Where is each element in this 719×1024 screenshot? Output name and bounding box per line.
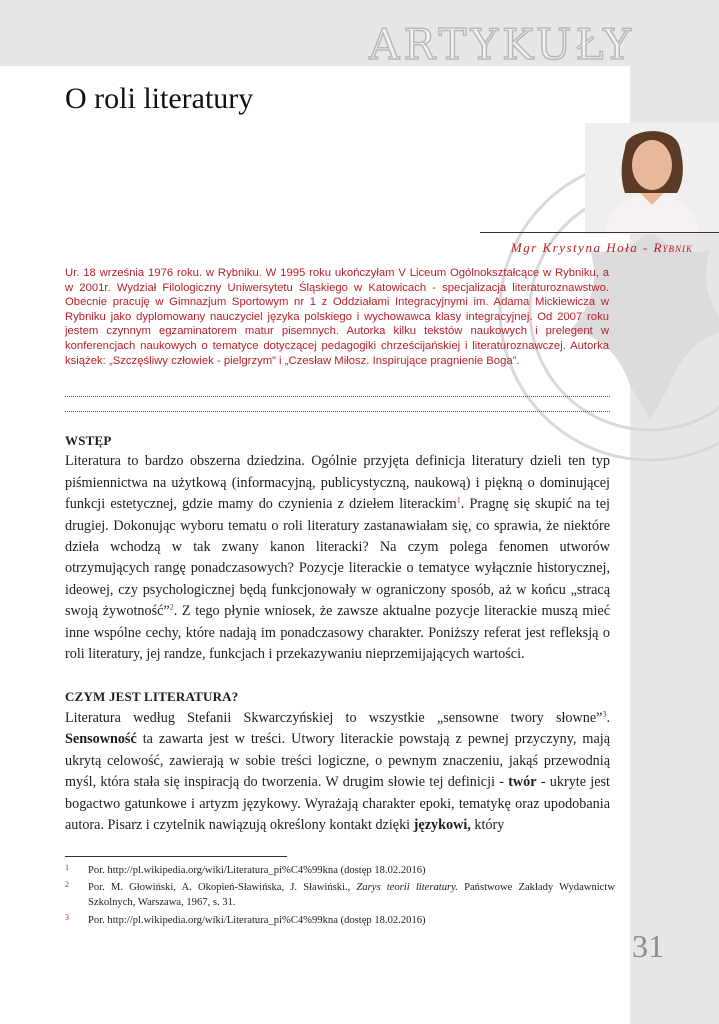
page-number: 31 xyxy=(632,928,664,964)
footnote-number: 1 xyxy=(65,863,69,872)
author-byline xyxy=(511,240,693,256)
author-name: Mgr Krystyna Hoła xyxy=(510,240,639,255)
footnote-ref: 2 xyxy=(169,602,174,612)
footnote-number: 2 xyxy=(65,880,69,889)
footnote-ref: 3 xyxy=(602,709,607,719)
footnote xyxy=(65,864,615,879)
page-title: O roli literatury xyxy=(65,82,254,115)
footnote-ref: 1 xyxy=(456,495,461,505)
author-rule xyxy=(480,232,719,233)
literature-paragraph: Literatura według Stefanii Skwarczyńskiej to wszystkie „sensowne twory słowne”$^3$. Sensowność ta zawarta jest w treści. Utwory literackie powstają z pewnej przyczyny, mają ukrytą celowość, zawierają w sobie treści logiczne, o pewnym znaczeniu, jakąś przewodnią myśl, która stała się inspiracją do tworzenia. W drugim słowie tej definicji - twór - ukryte jest bogactwo gatunkowe i artyzm językowy. Wyrażają charakter epoki, tematykę oraz upodobania autora. Pisarz i czytelnik nawiązują określony kontakt dzięki językowi, który xyxy=(65,709,610,833)
footnote-text: Por. http://pl.wikipedia.org/wiki/Literatura_pi%C4%99kna (dostęp 18.02.2016) xyxy=(88,915,426,926)
footnote-rule xyxy=(65,856,287,857)
footnote xyxy=(65,881,615,910)
author-photo xyxy=(585,123,719,234)
dotted-divider xyxy=(65,396,610,397)
author-place: Rybnik xyxy=(653,240,693,255)
article-body xyxy=(65,430,610,836)
author-bio: Ur. 18 września 1976 roku. w Rybniku. W 1995 roku ukończyłam V Liceum Ogólnokształcące w Rybniku, a w 2001r. Wydział Filologiczny Uniwersytetu Śląskiego w Katowicach - specjalizacja literaturoznawstwo. Obecnie pracuję w Gimnazjum Sportowym nr 1 z Oddziałami Integracyjnymi im. Adama Mickiewicza w Rybniku jako dyplomowany nauczyciel języka polskiego i wychowawca klasy integracyjnej. Od 2007 roku jestem czynnym egzaminatorem matur pisemnych. Autorka kilku tekstów naukowych i prelegent w konferencjach naukowych o tematyce dotyczącej pedagogiki chrześcijańskiej i literaturoznawczej. Autorka książek: „Szczęśliwy człowiek - pielgrzym” i „Czesław Miłosz. Inspirujące pragnienie Boga”. xyxy=(65,267,609,367)
section-heading-intro: WSTĘP xyxy=(65,433,112,448)
intro-paragraph: Literatura to bardzo obszerna dziedzina. Ogólnie przyjęta definicja literatury dzieli ten typ piśmiennictwa na użytkową (informacyjną, publicystyczną, naukową) i piękną o dominującej funkcji estetycznej, gdzie mamy do czynienia z dziełem literackim$^1$. Pragnę się skupić na tej drugiej. Dokonując wyboru tematu o roli literatury zastanawiałam się, co sprawia, że niektóre dzieła wchodzą w tak zwany kanon literacki? Na czym polega fenomen utworów otrzymujących rangę ponadczasowych? Pozycje literackie o tematyce wyłącznie historycznej, ideowej, czy psychologicznej będą funkcjonowały w ograniczony sposób, aż w końcu „stracą swoją żywotność”$^2$. Z tego płynie wniosek, że zawsze aktualne pozycje literackie muszą mieć inne wspólne cechy, które nadają im ponadczasowy charakter. Poniższy referat jest refleksją o roli literatury, jej randze, funkcjach i przekazywaniu nieprzemijających wartości. xyxy=(65,453,610,663)
section-label: ARTYKUŁY xyxy=(369,20,635,69)
dotted-divider xyxy=(65,411,610,412)
author-separator: - xyxy=(638,240,654,255)
footnote xyxy=(65,914,615,929)
footnote-text: Por. M. Głowiński, A. Okopień-Sławińska, J. Sławiński., Zarys teorii literatury. Państwowe Zakłady Wydawnictw Szkolnych, Warszawa, 1967, s. 31. xyxy=(88,882,615,908)
section-heading-what-is-literature: CZYM JEST LITERATURA? xyxy=(65,689,239,705)
footnote-text: Por. http://pl.wikipedia.org/wiki/Literatura_pi%C4%99kna (dostęp 18.02.2016) xyxy=(88,865,426,876)
footnote-number: 3 xyxy=(65,913,69,922)
header-band-left xyxy=(0,0,66,66)
